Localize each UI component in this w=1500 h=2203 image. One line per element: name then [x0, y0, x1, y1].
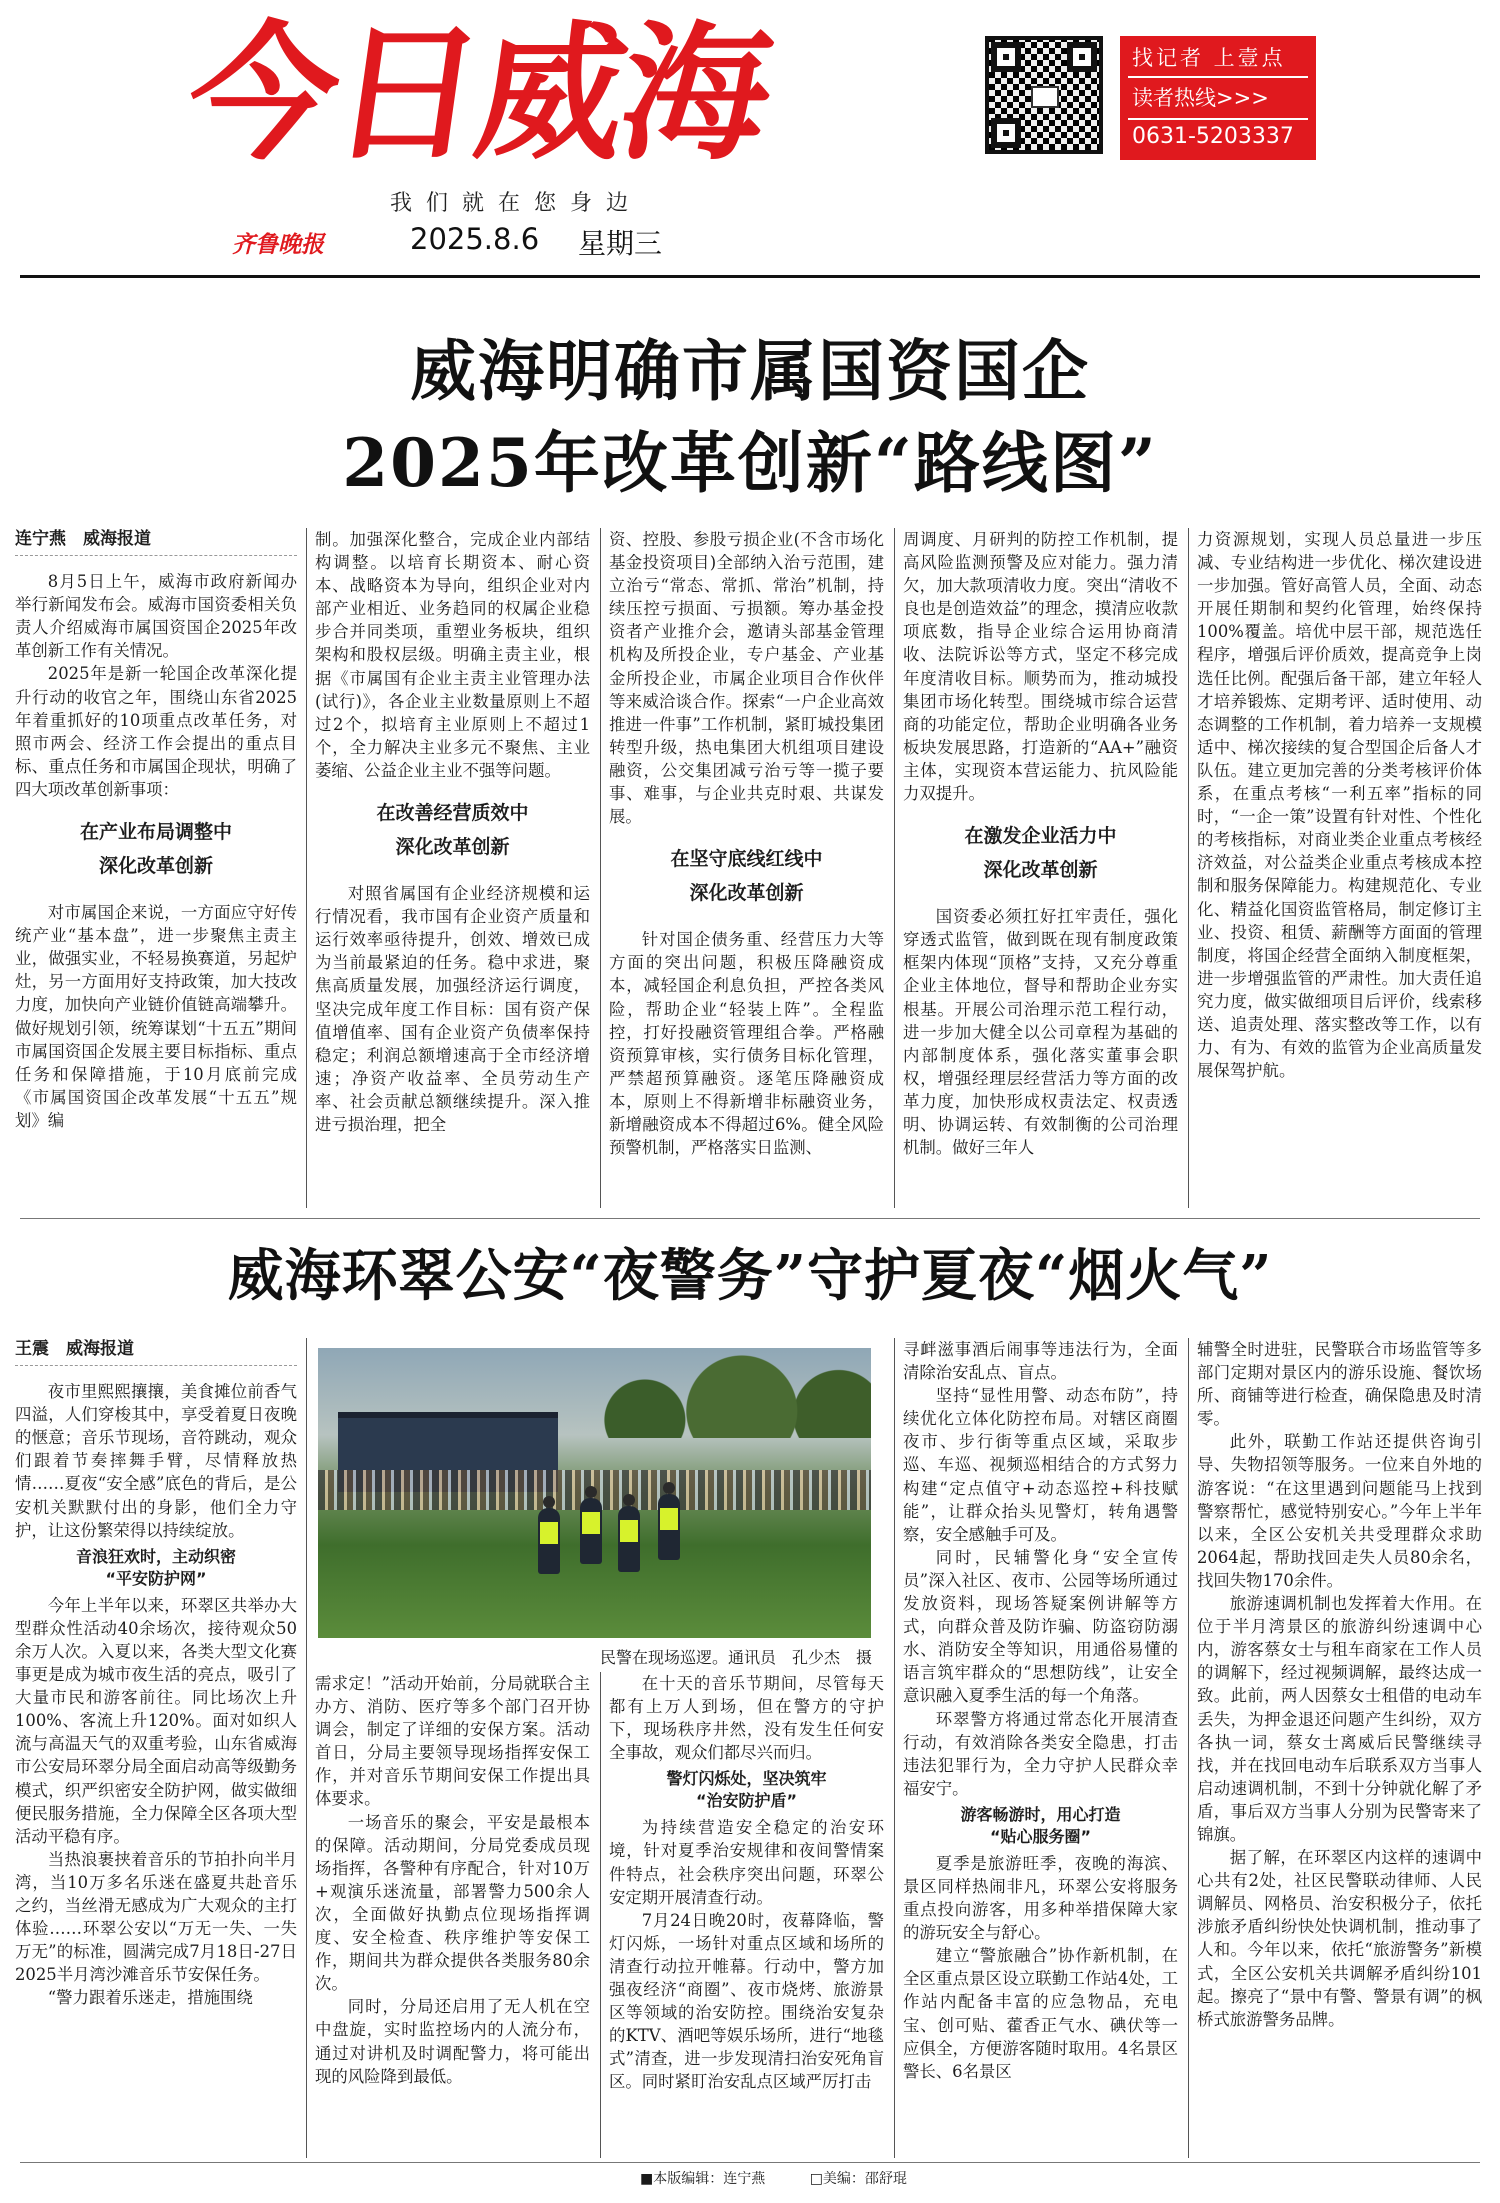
section-subhead: 在坚守底线红线中 深化改革创新 — [670, 848, 823, 905]
section-subhead: 音浪狂欢时，主动织密 “平安防护网” — [75, 1546, 236, 1588]
column-divider — [894, 528, 895, 1208]
paragraph: 今年上半年以来，环翠区共举办大型群众性活动40余场次，接待观众50余万人次。入夏以来，各类大型文化赛事更是成为城市夜生活的亮点，吸引了大量市民和游客前往。同比场次上升100%、客流上升120%。面对如织人流与高温天气的双重考验，山东省威海市公安局环翠分局全面启动高等级勤务模式，织严织密安全防护网，做实做细便民服务措施，全力保障全区各项大型活动平稳有序。 — [15, 1595, 297, 1846]
masthead — [0, 0, 1500, 275]
article1-column-5 — [1197, 528, 1482, 1082]
paragraph: 周调度、月研判的防控工作机制，提高风险监测预警及应对能力。强力清欠，加大款项清收力度。突出“清收不良也是创造效益”的理念，摸清应收款项底数，指导企业综合运用协商清收、法院诉讼等方式，坚定不移完成年度清收目标。顺势而为，推动城投集团市场化转型。围绕城市综合运营商的功能定位，帮助企业明确各业务板块发展思路，打造新的“AA+”融资主体，实现资本营运能力、抗风险能力双提升。 — [903, 530, 1178, 804]
paragraph: 辅警全时进驻，民警联合市场监管等多部门定期对景区内的游乐设施、餐饮场所、商铺等进行检查，确保隐患及时清零。 — [1197, 1340, 1482, 1429]
article-divider — [20, 1218, 1480, 1219]
paragraph: 需求定！”活动开始前，分局就联合主办方、消防、医疗等多个部门召开协调会，制定了详细的安保方案。活动首日，分局主要领导现场指挥安保工作，并对音乐节期间安保工作提出具体要求。 — [315, 1674, 590, 1809]
photo-caption: 民警在现场巡逻。通讯员 孔少杰 摄 — [600, 1648, 873, 1667]
publication-weekday: 星期三 — [578, 227, 663, 260]
article1-column-2 — [315, 528, 590, 1136]
column-divider — [306, 528, 307, 1208]
article2-column-4 — [903, 1338, 1178, 2083]
paragraph: 当热浪裹挟着音乐的节拍扑向半月湾，当10万多名乐迷在盛夏共赴音乐之约，当丝滑无感成为广大观众的主打体验……环翠公安以“万无一失、一失万无”的标准，圆满完成7月18日-27日2025半月湾沙滩音乐节安保任务。 — [15, 1849, 297, 1985]
qr-finder-icon — [991, 118, 1021, 148]
page-designer: □美编：邵舒琨 — [809, 2171, 907, 2187]
police-officer-icon — [580, 1498, 602, 1564]
paragraph: 旅游速调机制也发挥着大作用。在位于半月湾景区的旅游纠纷速调中心内，游客蔡女士与租车商家在工作人员的调解下，经过视频调解，最终达成一致。此前，两人因蔡女士租借的电动车丢失，为押金退还问题产生纠纷，双方各执一词，蔡女士离威后民警继续寻找，并在找回电动车后联系双方当事人启动速调机制，不到十分钟就化解了矛盾，事后双方当事人分别为民警寄来了锦旗。 — [1197, 1594, 1482, 1844]
police-officer-icon — [538, 1508, 560, 1574]
section-subhead: 在改善经营质效中 深化改革创新 — [376, 802, 529, 859]
newspaper-slogan: 我们就在您身边 — [390, 191, 643, 216]
paragraph: 同时，分局还启用了无人机在空中盘旋，实时监控场内的人流分布，通过对讲机及时调配警力，将可能出现的风险降到最低。 — [315, 1997, 590, 2086]
paragraph: 针对国企债务重、经营压力大等方面的突出问题，积极压降融资成本，减轻国企利息负担，严控各类风险，帮助企业“轻装上阵”。全程监控，打好投融资管理组合拳。严格融资预算审核，实行债务目标化管理，严禁超预算融资。逐笔压降融资成本，原则上不得新增非标融资业务，新增融资成本不得超过6%。健全风险预警机制，严格落实日监测、 — [609, 930, 884, 1158]
paragraph: 国资委必须扛好扛牢责任，强化穿透式监管，做到既在现有制度政策框架内体现“顶格”支持，又充分尊重企业主体地位，督导和帮助企业夯实根基。开展公司治理示范工程行动，进一步加大健全以公司章程为基础的内部制度体系，强化落实董事会职权，增强经理层经营活力等方面的改革力度，加快形成权责法定、权责透明、协调运转、有效制衡的公司治理机制。做好三年人 — [903, 907, 1178, 1158]
paragraph: 8月5日上午，威海市政府新闻办举行新闻发布会。威海市国资委相关负责人介绍威海市属国资国企2025年改革创新工作有关情况。 — [15, 572, 297, 661]
paragraph: 坚持“显性用警、动态布防”，持续优化立体化防控布局。对辖区商圈夜市、步行街等重点区域，采取步巡、车巡、视频巡相结合的方式努力构建“定点值守+动态巡控+科技赋能”，让群众抬头见警灯，转角遇警察，安全感触手可及。 — [903, 1386, 1178, 1544]
paragraph: 此外，联勤工作站还提供咨询引导、失物招领等服务。一位来自外地的游客说：“在这里遇到问题能马上找到警察帮忙，感觉特别安心。”今年上半年以来，全区公安机关共受理群众求助2064起，帮助找回走失人员80余名，找回失物170余件。 — [1197, 1432, 1482, 1590]
publication-date: 2025.8.6 — [410, 222, 540, 256]
police-patrol-photo — [318, 1348, 871, 1638]
paragraph: 同时，民辅警化身“安全宣传员”深入社区、夜市、公园等场所通过发放资料，现场答疑案例讲解等方式，向群众普及防诈骗、防盗窃防溺水、消防安全等知识，用通俗易懂的语言筑牢群众的“思想防线”，让安全意识融入夏季生活的每一个角落。 — [903, 1547, 1178, 1706]
article1-column-4 — [903, 528, 1178, 1159]
paragraph: 环翠警方将通过常态化开展清查行动，有效消除各类安全隐患，打击违法犯罪行为，全力守护人民群众幸福安宁。 — [903, 1709, 1178, 1798]
article2-column-3 — [609, 1672, 884, 2094]
paragraph: “警力跟着乐迷走，措施围绕 — [47, 1988, 253, 2008]
column-divider — [1188, 1338, 1189, 2158]
footer-divider — [20, 2162, 1480, 2163]
section-subhead: 游客畅游时，用心打造 “贴心服务圈” — [960, 1804, 1121, 1846]
trees-shape — [548, 1348, 871, 1438]
article2-column-1 — [15, 1338, 297, 2009]
section-subhead: 警灯闪烁处，坚决筑牢 “治安防护盾” — [666, 1769, 827, 1811]
article1-column-1 — [15, 528, 297, 1132]
police-officer-icon — [618, 1506, 640, 1572]
paragraph: 夏季是旅游旺季，夜晚的海滨、景区同样热闹非凡，环翠公安将服务重点投向游客，用多种举措保障大家的游玩安全与舒心。 — [903, 1853, 1178, 1943]
paragraph: 寻衅滋事酒后闹事等违法行为，全面清除治安乱点、盲点。 — [903, 1340, 1178, 1383]
qr-logo-icon — [1031, 86, 1059, 108]
paragraph: 对市属国企来说，一方面应守好传统产业“基本盘”，进一步聚焦主责主业，做强实业，不轻易换赛道，另起炉灶，另一方面用好支持政策，加大技改力度，加快向产业链价值链高端攀升。做好规划引领，统筹谋划“十五五”期间市属国资国企发展主要目标指标、重点任务和保障措施，于10月底前完成《市属国资国企改革发展“十五五”规划》编 — [15, 903, 297, 1130]
paragraph: 制。加强深化整合，完成企业内部结构调整。以培育长期资本、耐心资本、战略资本为导向，组织企业对内部产业相近、业务趋同的权属企业稳步合并同类项，重塑业务板块，组织架构和股权层级。明确主责主业，根据《市属国有企业主责主业管理办法(试行)》，各企业主业数量原则上不超过2个，拟培育主业原则上不超过1个，全力解决主业多元不聚焦、主业萎缩、公益企业主业不强等问题。 — [315, 530, 590, 780]
contact-divider — [1128, 76, 1308, 78]
paragraph: 据了解，在环翠区内这样的速调中心共有2处，社区民警联动律师、人民调解员、网格员、治安积极分子，依托涉旅矛盾纠纷快处快调机制，推动事了人和。今年以来，依托“旅游警务”新模式，全区公安机关共调解矛盾纠纷101起。擦亮了“景中有警、警景有调”的枫桥式旅游警务品牌。 — [1197, 1848, 1482, 2029]
paragraph: 7月24日晚20时，夜幕降临，警灯闪烁，一场针对重点区域和场所的清查行动拉开帷幕。行动中，警方加强夜经济“商圈”、夜市烧烤、旅游景区等领域的治安防控。围绕治安复杂的KTV、酒吧等娱乐场所，进行“地毯式”清查，进一步发现清扫治安死角盲区。同时紧盯治安乱点区域严厉打击 — [609, 1910, 884, 2092]
contact-slogan: 找记者 上壹点 — [1132, 46, 1286, 70]
qr-code-icon[interactable] — [985, 36, 1103, 154]
page-editor: ■本版编辑：连宁燕 — [640, 2171, 766, 2187]
paragraph: 力资源规划，实现人员总量进一步压减、专业结构进一步优化、梯次建设进一步加强。管好高管人员，全面、动态开展任期制和契约化管理，始终保持100%覆盖。培优中层干部，规范选任程序，增强后评价质效，提高竞争上岗选任比例。配强后备干部，建立年轻人才培养锻炼、定期考评、适时使用、动态调整的工作机制，着力培养一支规模适中、梯次接续的复合型国企后备人才队伍。建立更加完善的分类考核评价体系，在重点考核“一利五率”指标的同时，“一企一策”设置有针对性、个性化的考核指标，对商业类企业重点考核经济效益，对公益类企业重点考核成本控制和服务保障能力。构建规范化、专业化、精益化国资监管格局，制定修订主业、投资、租赁、薪酬等方面面的管理制度，将国企经营全面纳入制度框架，进一步增强监管的严肃性。加大责任追究力度，做实做细项目后评价，线索移送、追责处理、落实整改等工作，以有力、有为、有效的监管为企业高质量发展保驾护航。 — [1197, 530, 1482, 1081]
qr-finder-icon — [991, 42, 1021, 72]
article2-column-2 — [315, 1672, 590, 2088]
article1-headline-line1: 威海明确市属国资国企 — [410, 332, 1090, 410]
article2-byline: 王震 威海报道 — [15, 1338, 297, 1366]
page-credits — [640, 2168, 947, 2188]
masthead-divider — [20, 275, 1480, 278]
article1-byline: 连宁燕 威海报道 — [15, 528, 297, 556]
reader-hotline-label: 读者热线>>> — [1132, 86, 1269, 110]
reporter-contact-box — [1120, 36, 1316, 160]
section-subhead: 在产业布局调整中 深化改革创新 — [79, 821, 232, 878]
article1-column-3 — [609, 528, 884, 1159]
reader-hotline-number[interactable]: 0631-5203337 — [1132, 124, 1294, 149]
paper-name: 齐鲁晚报 — [232, 231, 324, 258]
paragraph: 资、控股、参股亏损企业(不含市场化基金投资项目)全部纳入治亏范围，建立治亏“常态、常抓、常治”机制，持续压控亏损面、亏损额。筹办基金投资者产业推介会，邀请头部基金管理机构及所投企业，专户基金、产业基金所投企业，市属企业项目合作伙伴等来威洽谈合作。探索“一户企业高效推进一件事”工作机制，紧盯城投集团转型升级，热电集团大机组项目建设融资，公交集团减亏治亏等一揽子要事、难事，与企业共克时艰、共谋发展。 — [609, 530, 884, 827]
column-divider — [600, 1672, 601, 2158]
contact-divider — [1128, 118, 1308, 120]
paragraph: 夜市里熙熙攘攘，美食摊位前香气四溢，人们穿梭其中，享受着夏日夜晚的惬意；音乐节现场，音符跳动，观众们跟着节奏摔舞手臂，尽情释放热情……夏夜“安全感”底色的背后，是公安机关默默付出的身影，他们全力守护，让这份繁荣得以持续绽放。 — [15, 1382, 297, 1540]
column-divider — [1188, 528, 1189, 1208]
paragraph: 在十天的音乐节期间，尽管每天都有上万人到场，但在警方的守护下，现场秩序井然，没有发生任何安全事故，观众们都尽兴而归。 — [609, 1674, 884, 1763]
paragraph: 建立“警旅融合”协作新机制，在全区重点景区设立联勤工作站4处，工作站内配备丰富的应急物品，充电宝、创可贴、藿香正气水、碘伏等一应俱全，方便游客随时取用。4名景区警长、6名景区 — [903, 1946, 1178, 2081]
article2-column-5 — [1197, 1338, 1482, 2031]
paragraph: 一场音乐的聚会，平安是最根本的保障。活动期间，分局党委成员现场指挥，各警种有序配合，针对10万+观演乐迷流量，部署警力500余人次，全面做好执勤点位现场指挥调度、安全检查、秩序维护等安保工作，期间共为群众提供各类服务80余次。 — [315, 1812, 590, 1994]
column-divider — [600, 528, 601, 1208]
article1-headline-line2: 2025年改革创新“路线图” — [342, 424, 1158, 502]
article2-headline: 威海环翠公安“夜警务”守护夏夜“烟火气” — [227, 1243, 1273, 1309]
paragraph: 对照省属国有企业经济规模和运行情况看，我市国有企业资产质量和运行效率亟待提升，创效、增效已成为当前最紧迫的任务。稳中求进，聚焦高质量发展，加强经济运行调度，坚决完成年度工作目标：国有资产保值增值率、国有企业资产负债率保持稳定；利润总额增速高于全市经济增速；净资产收益率、全员劳动生产率、社会贡献总额继续提升。深入推进亏损治理，把全 — [315, 884, 590, 1134]
paragraph: 2025年是新一轮国企改革深化提升行动的收官之年，围绕山东省2025年着重抓好的10项重点改革任务，对照市两会、经济工作会提出的重点目标、重点任务和市属国企现状，明确了四大项改革创新事项： — [15, 664, 297, 799]
police-officer-icon — [658, 1494, 680, 1560]
column-divider — [306, 1338, 307, 2158]
newspaper-title: 今日威海 — [177, 8, 779, 180]
paragraph: 为持续营造安全稳定的治安环境，针对夏季治安规律和夜间警情案件特点，社会秩序突出问题，环翠公安定期开展清查行动。 — [609, 1818, 884, 1907]
section-subhead: 在激发企业活力中 深化改革创新 — [964, 825, 1117, 882]
column-divider — [894, 1338, 895, 2158]
qr-finder-icon — [1067, 42, 1097, 72]
